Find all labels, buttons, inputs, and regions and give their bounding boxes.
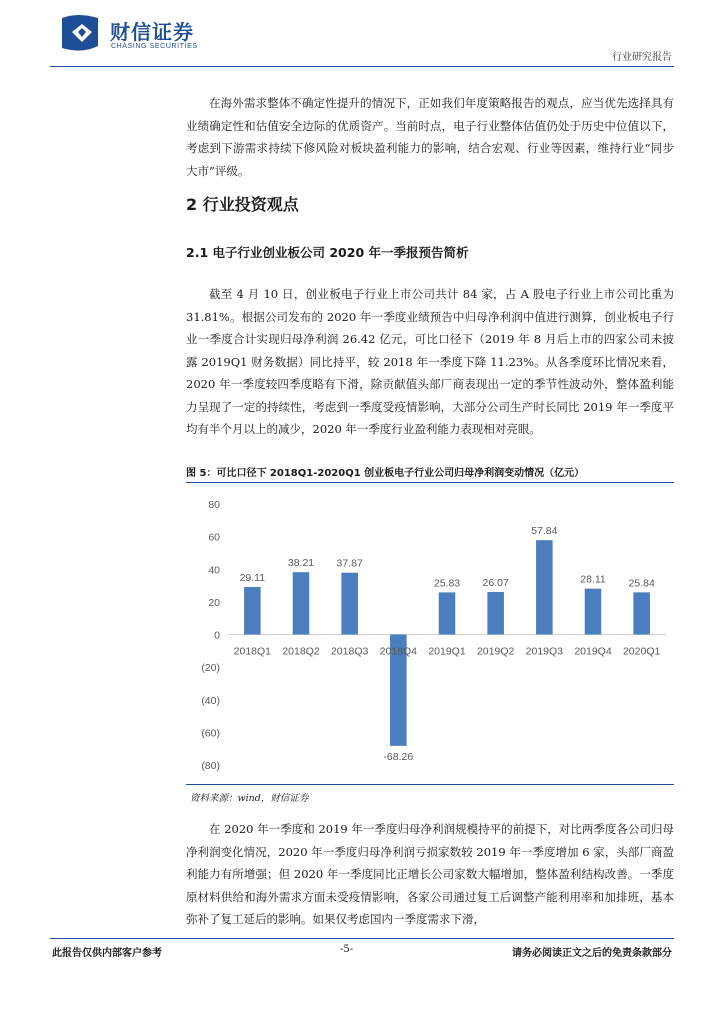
y-tick-label: 0 bbox=[214, 629, 220, 642]
bar bbox=[244, 587, 261, 634]
logo-english-name: CHASING SECURITIES bbox=[111, 43, 198, 50]
data-label: 25.84 bbox=[628, 577, 655, 590]
x-tick-label: 2019Q1 bbox=[428, 645, 466, 658]
y-tick-label: (80) bbox=[201, 760, 220, 772]
x-tick-label: 2019Q2 bbox=[476, 645, 515, 658]
bar bbox=[341, 573, 358, 635]
bar-chart bbox=[186, 490, 674, 780]
bar bbox=[487, 592, 504, 635]
data-label: 25.83 bbox=[433, 577, 461, 590]
section-heading: 2 行业投资观点 bbox=[186, 195, 299, 214]
data-label: 28.11 bbox=[580, 573, 606, 586]
data-label: 38.21 bbox=[287, 557, 315, 570]
company-logo bbox=[58, 12, 218, 58]
x-tick-label: 2018Q2 bbox=[282, 645, 320, 658]
subsection-heading: 2.1 电子行业创业板公司 2020 年一季报预告简析 bbox=[186, 245, 469, 260]
x-tick-label: 2018Q4 bbox=[379, 645, 418, 658]
x-tick-label: 2018Q1 bbox=[233, 645, 272, 658]
y-tick-label: 60 bbox=[208, 531, 220, 544]
bar bbox=[585, 589, 602, 635]
figure-bottom-divider bbox=[186, 784, 674, 785]
y-tick-label: (60) bbox=[201, 727, 220, 740]
data-label: 57.84 bbox=[531, 525, 558, 538]
x-tick-label: 2020Q1 bbox=[622, 645, 661, 658]
data-label: 29.11 bbox=[239, 572, 266, 585]
y-tick-label: 80 bbox=[208, 499, 220, 511]
chart-svg bbox=[186, 490, 674, 780]
bar bbox=[633, 592, 650, 634]
data-label: -68.26 bbox=[383, 750, 414, 763]
footer-disclaimer: 此报告仅供内部客户参考 bbox=[52, 948, 162, 959]
figure-title: 图 5：可比口径下 2018Q1-2020Q1 创业板电子行业公司归母净利润变动情况（亿元） bbox=[186, 464, 674, 483]
footer-terms-note: 请务必阅读正文之后的免责条款部分 bbox=[512, 948, 672, 959]
header-divider bbox=[50, 66, 674, 67]
bar bbox=[536, 540, 553, 634]
logo-chinese-name: 财信证券 bbox=[110, 20, 194, 44]
bar bbox=[439, 592, 456, 634]
y-tick-label: (40) bbox=[201, 694, 220, 707]
intro-paragraph: 在海外需求整体不确定性提升的情况下，正如我们年度策略报告的观点，应当优先选择具有业绩确定性和估值安全边际的优质资产。当前时点，电子行业整体估值仍处于历史中位值以下，考虑到下游需求持续下修风险对板块盈利能力的影响，结合宏观、行业等因素，维持行业“同步大市”评级。 bbox=[186, 96, 674, 178]
y-tick-label: (20) bbox=[201, 662, 220, 675]
body-paragraph-1: 截至 4 月 10 日，创业板电子行业上市公司共计 84 家，占 A 股电子行业上市公司比重为 31.81%。根据公司发布的 2020 年一季度业绩预告中归母净利润中值进行测算，创业板电子行业一季度合计实现归母净利润 26.42 亿元，可比口径下（2019 年 8 月后上市的四家公司未披露 2019Q1 财务数据）同比持平，较 2018 年一季度下降 11.23%。从各季度环比情况来看，2020 年一季度较四季度略有下滑，除贡献值头部厂商表现出一定的季节性波动外，整体盈利能力呈现了一定的持续性，考虑到一季度受疫情影响，大部分公司生产时长同比 2019 年一季度平均有半个月以上的减少，2020 年一季度行业盈利能力表现相对亮眼。 bbox=[186, 287, 674, 436]
x-tick-label: 2018Q3 bbox=[330, 645, 369, 658]
report-type-label: 行业研究报告 bbox=[612, 52, 672, 63]
bar bbox=[293, 572, 310, 634]
figure-source: 资料来源：wind，财信证券 bbox=[190, 793, 309, 804]
data-label: 26.07 bbox=[482, 576, 509, 589]
x-tick-label: 2019Q3 bbox=[525, 645, 564, 658]
y-tick-label: 40 bbox=[208, 564, 220, 577]
body-paragraph-2: 在 2020 年一季度和 2019 年一季度归母净利润规模持平的前提下，对比两季度各公司归母净利润变化情况，2020 年一季度归母净利润亏损家数较 2019 年一季度增加 6 家，头部厂商盈利能力有所增强；但 2020 年一季度同比正增长公司家数大幅增加，整体盈利结构改善。一季度原材料供给和海外需求方面未受疫情影响，各家公司通过复工后调整产能利用率和加排班，基本弥补了复工延后的影响。如果仅考虑国内一季度需求下滑， bbox=[186, 822, 674, 926]
logo-emblem-icon bbox=[58, 12, 106, 56]
footer-divider bbox=[50, 938, 674, 939]
x-tick-label: 2019Q4 bbox=[574, 645, 612, 658]
y-tick-label: 20 bbox=[208, 596, 220, 609]
page-number: -5- bbox=[340, 944, 354, 955]
data-label: 37.87 bbox=[336, 557, 363, 570]
